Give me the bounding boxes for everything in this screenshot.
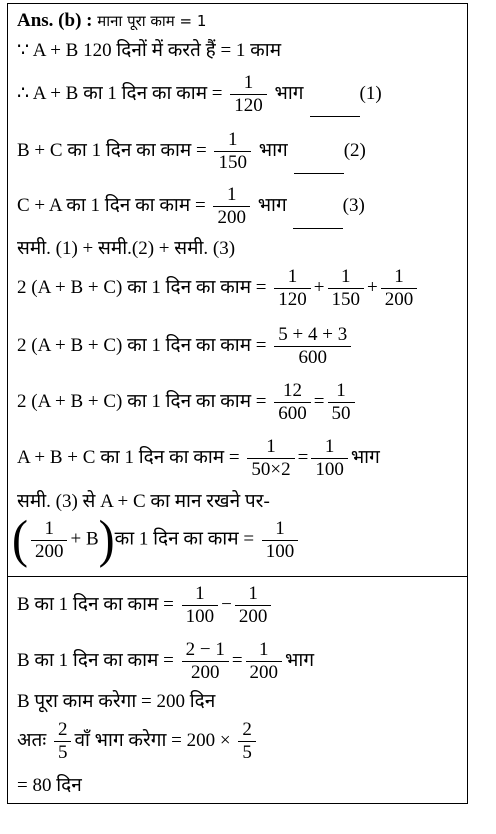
eq3-fraction: $\frac{1}{200}$ [213,184,250,229]
substitution-line [17,491,270,513]
sum-equations-line [17,238,235,260]
eq3-ref: (3) [342,194,365,216]
given-line [17,40,281,62]
b-fraction-2: $\frac{1}{200}$ [235,583,272,628]
sum-fr-text: 2 (A + B + C) का 1 दिन का काम = [17,276,267,298]
substituted-fraction: $\frac{1}{100}$ [262,518,299,563]
answer-result-line [17,775,82,797]
equation-b: B का 1 दिन का काम = $\frac{1}{100}$ − $\frac{1}{200}$ [17,583,274,628]
fraction-b: $\frac{1}{150}$ [328,266,365,311]
fraction-a: $\frac{1}{120}$ [274,266,311,311]
simplified-text: 2 (A + B + C) का 1 दिन का काम = [17,390,267,412]
final-fraction-1: $\frac{2}{5}$ [54,719,72,764]
b-fraction-1: $\frac{1}{100}$ [182,583,219,628]
hence-text: अतः [17,729,47,751]
eq1-blank [310,101,360,117]
final-equation [17,719,259,764]
combined-text: 2 (A + B + C) का 1 दिन का काम = [17,334,267,356]
b-result-text: B का 1 दिन का काम = [17,649,174,671]
eq2-text: B + C का 1 दिन का काम = [17,139,207,161]
solution-box-upper [7,3,468,578]
answer-label: Ans. (b) : [17,10,98,31]
abc-text: A + B + C का 1 दिन का काम = [17,446,240,468]
eq2-ref: (2) [343,139,366,161]
abc-fraction-1: $\frac{1}{50\times 2}$ [247,436,294,481]
b-full-work-text: B पूरा काम करेगा = 200 दिन [17,691,216,712]
equation-simplified: 2 (A + B + C) का 1 दिन का काम = $\frac{12}{600}$ = $\frac{1}{50}$ [17,380,358,425]
inner-fraction: $\frac{1}{200}$ [31,518,68,563]
given-text: ∵ A + B 120 दिनों में करते हैं = 1 काम [17,40,282,61]
final-text: वाँ भाग करेगा = 200 × [74,729,231,751]
substitution-text: समी. (3) से A + C का मान रखने पर- [17,491,270,512]
abc-tail: भाग [350,446,380,468]
eq1-text: ∴ A + B का 1 दिन का काम = [17,82,223,104]
eq2-tail: भाग [258,139,288,161]
equation-abc: A + B + C का 1 दिन का काम = $\frac{1}{50\times 2}$ = $\frac{1}{100}$ भाग [17,436,380,480]
b-result-fraction-2: $\frac{1}{200}$ [246,639,283,684]
equation-combined [17,324,354,369]
answer-line [17,10,206,32]
eq2-blank [294,158,344,174]
assumption-text: माना पूरा काम = 1 [97,12,207,30]
equation-1 [17,72,382,117]
simplified-fraction-2: $\frac{1}{50}$ [328,380,355,425]
substituted-text: का 1 दिन का काम = [114,528,255,550]
right-paren: ) [98,510,115,569]
solution-box-lower [7,576,468,804]
b-text: B का 1 दिन का काम = [17,593,174,615]
eq3-tail: भाग [257,194,287,216]
inner-plus: + B [70,528,99,550]
b-result-tail: भाग [285,649,315,671]
equation-b-result: B का 1 दिन का काम = $\frac{2 - 1}{200}$ = $\frac{1}{200}$ भाग [17,639,315,683]
eq2-fraction: $\frac{1}{150}$ [214,129,251,174]
equation-substituted [12,510,301,569]
combined-fraction: $\frac{5 + 4 + 3}{600}$ [274,324,351,369]
answer-result: = 80 दिन [17,775,82,796]
eq1-tail: भाग [274,82,304,104]
equation-3 [17,184,365,229]
b-full-work-line [17,691,215,713]
eq1-ref: (1) [359,82,382,104]
simplified-fraction-1: $\frac{12}{600}$ [274,380,311,425]
final-fraction-2: $\frac{2}{5}$ [238,719,256,764]
eq3-text: C + A का 1 दिन का काम = [17,194,206,216]
equation-2 [17,129,366,174]
equation-sum-fractions: 2 (A + B + C) का 1 दिन का काम = $\frac{1}{120}$ + $\frac{1}{150}$ + $\frac{1}{200}$ [17,266,420,311]
sum-text: समी. (1) + समी.(2) + समी. (3) [17,238,236,259]
abc-fraction-2: $\frac{1}{100}$ [311,436,348,481]
eq3-blank [293,213,343,229]
b-result-fraction-1: $\frac{2 - 1}{200}$ [182,639,229,684]
left-paren: ( [12,510,28,569]
fraction-c: $\frac{1}{200}$ [381,266,418,311]
eq1-fraction: $\frac{1}{120}$ [230,72,267,117]
